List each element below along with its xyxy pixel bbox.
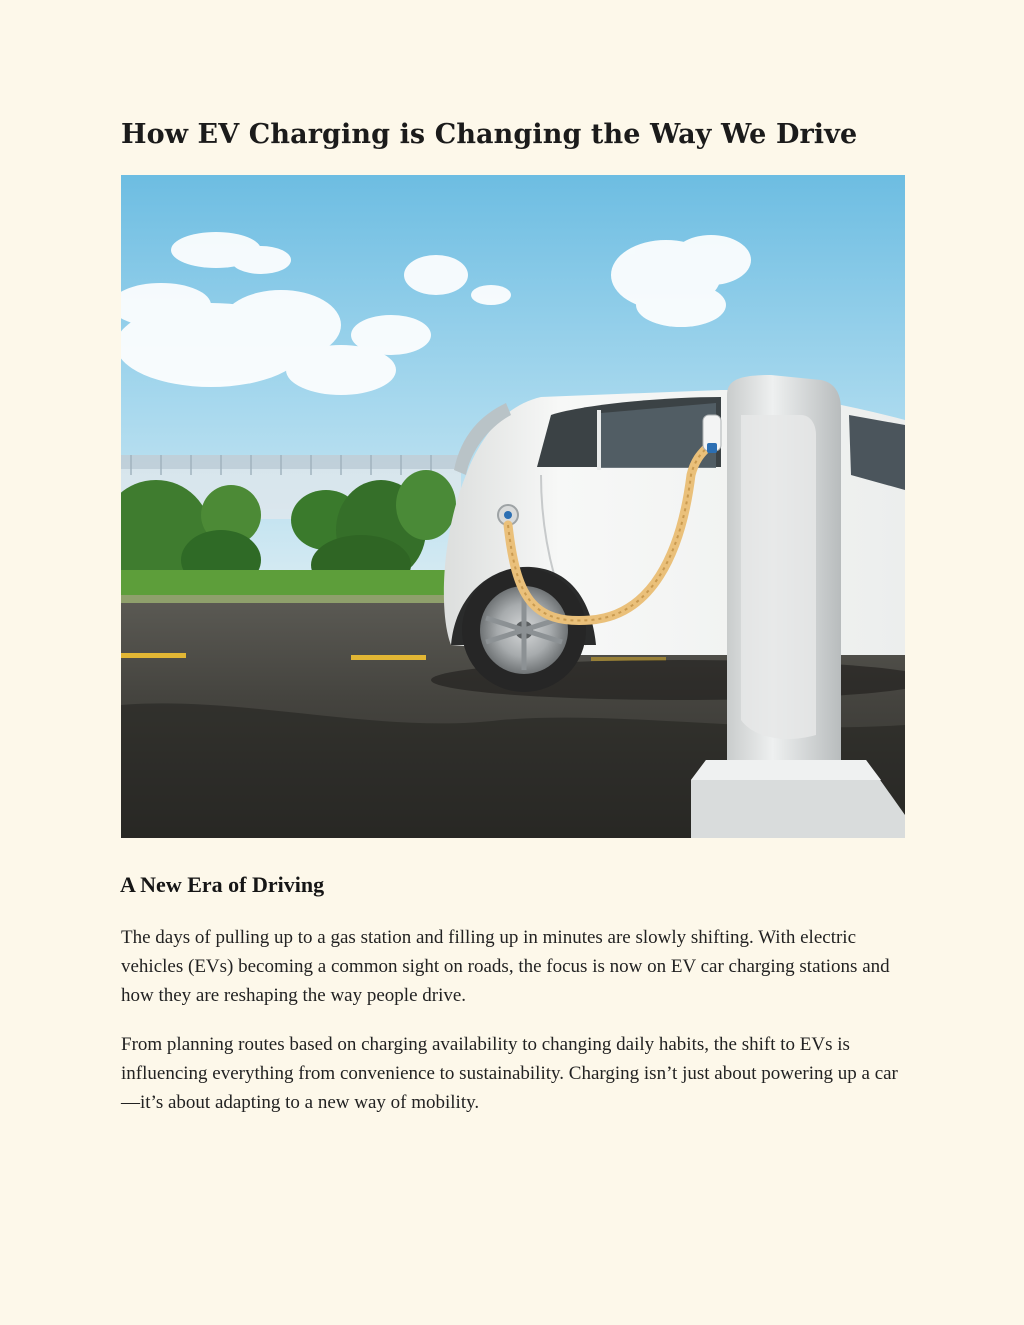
lane-marking	[351, 655, 426, 660]
body-paragraph: From planning routes based on charging availability to changing daily habits, the shift to EVs is influencing everything from convenience to sustainability. Charging isn’t just about powering up a car—it’s about adapting to a new way of mobility.	[121, 1034, 898, 1113]
lane-marking	[121, 653, 186, 658]
section-heading: A New Era of Driving	[120, 872, 325, 897]
page-title: How EV Charging is Changing the Way We Drive	[121, 119, 858, 150]
body-paragraph: The days of pulling up to a gas station and filling up in minutes are slowly shifting. With electric vehicles (EVs) becoming a common sight on roads, the focus is now on EV car charging stations and how they are reshaping the way people drive.	[121, 927, 890, 1006]
hero-image-ev-charging	[121, 175, 905, 838]
